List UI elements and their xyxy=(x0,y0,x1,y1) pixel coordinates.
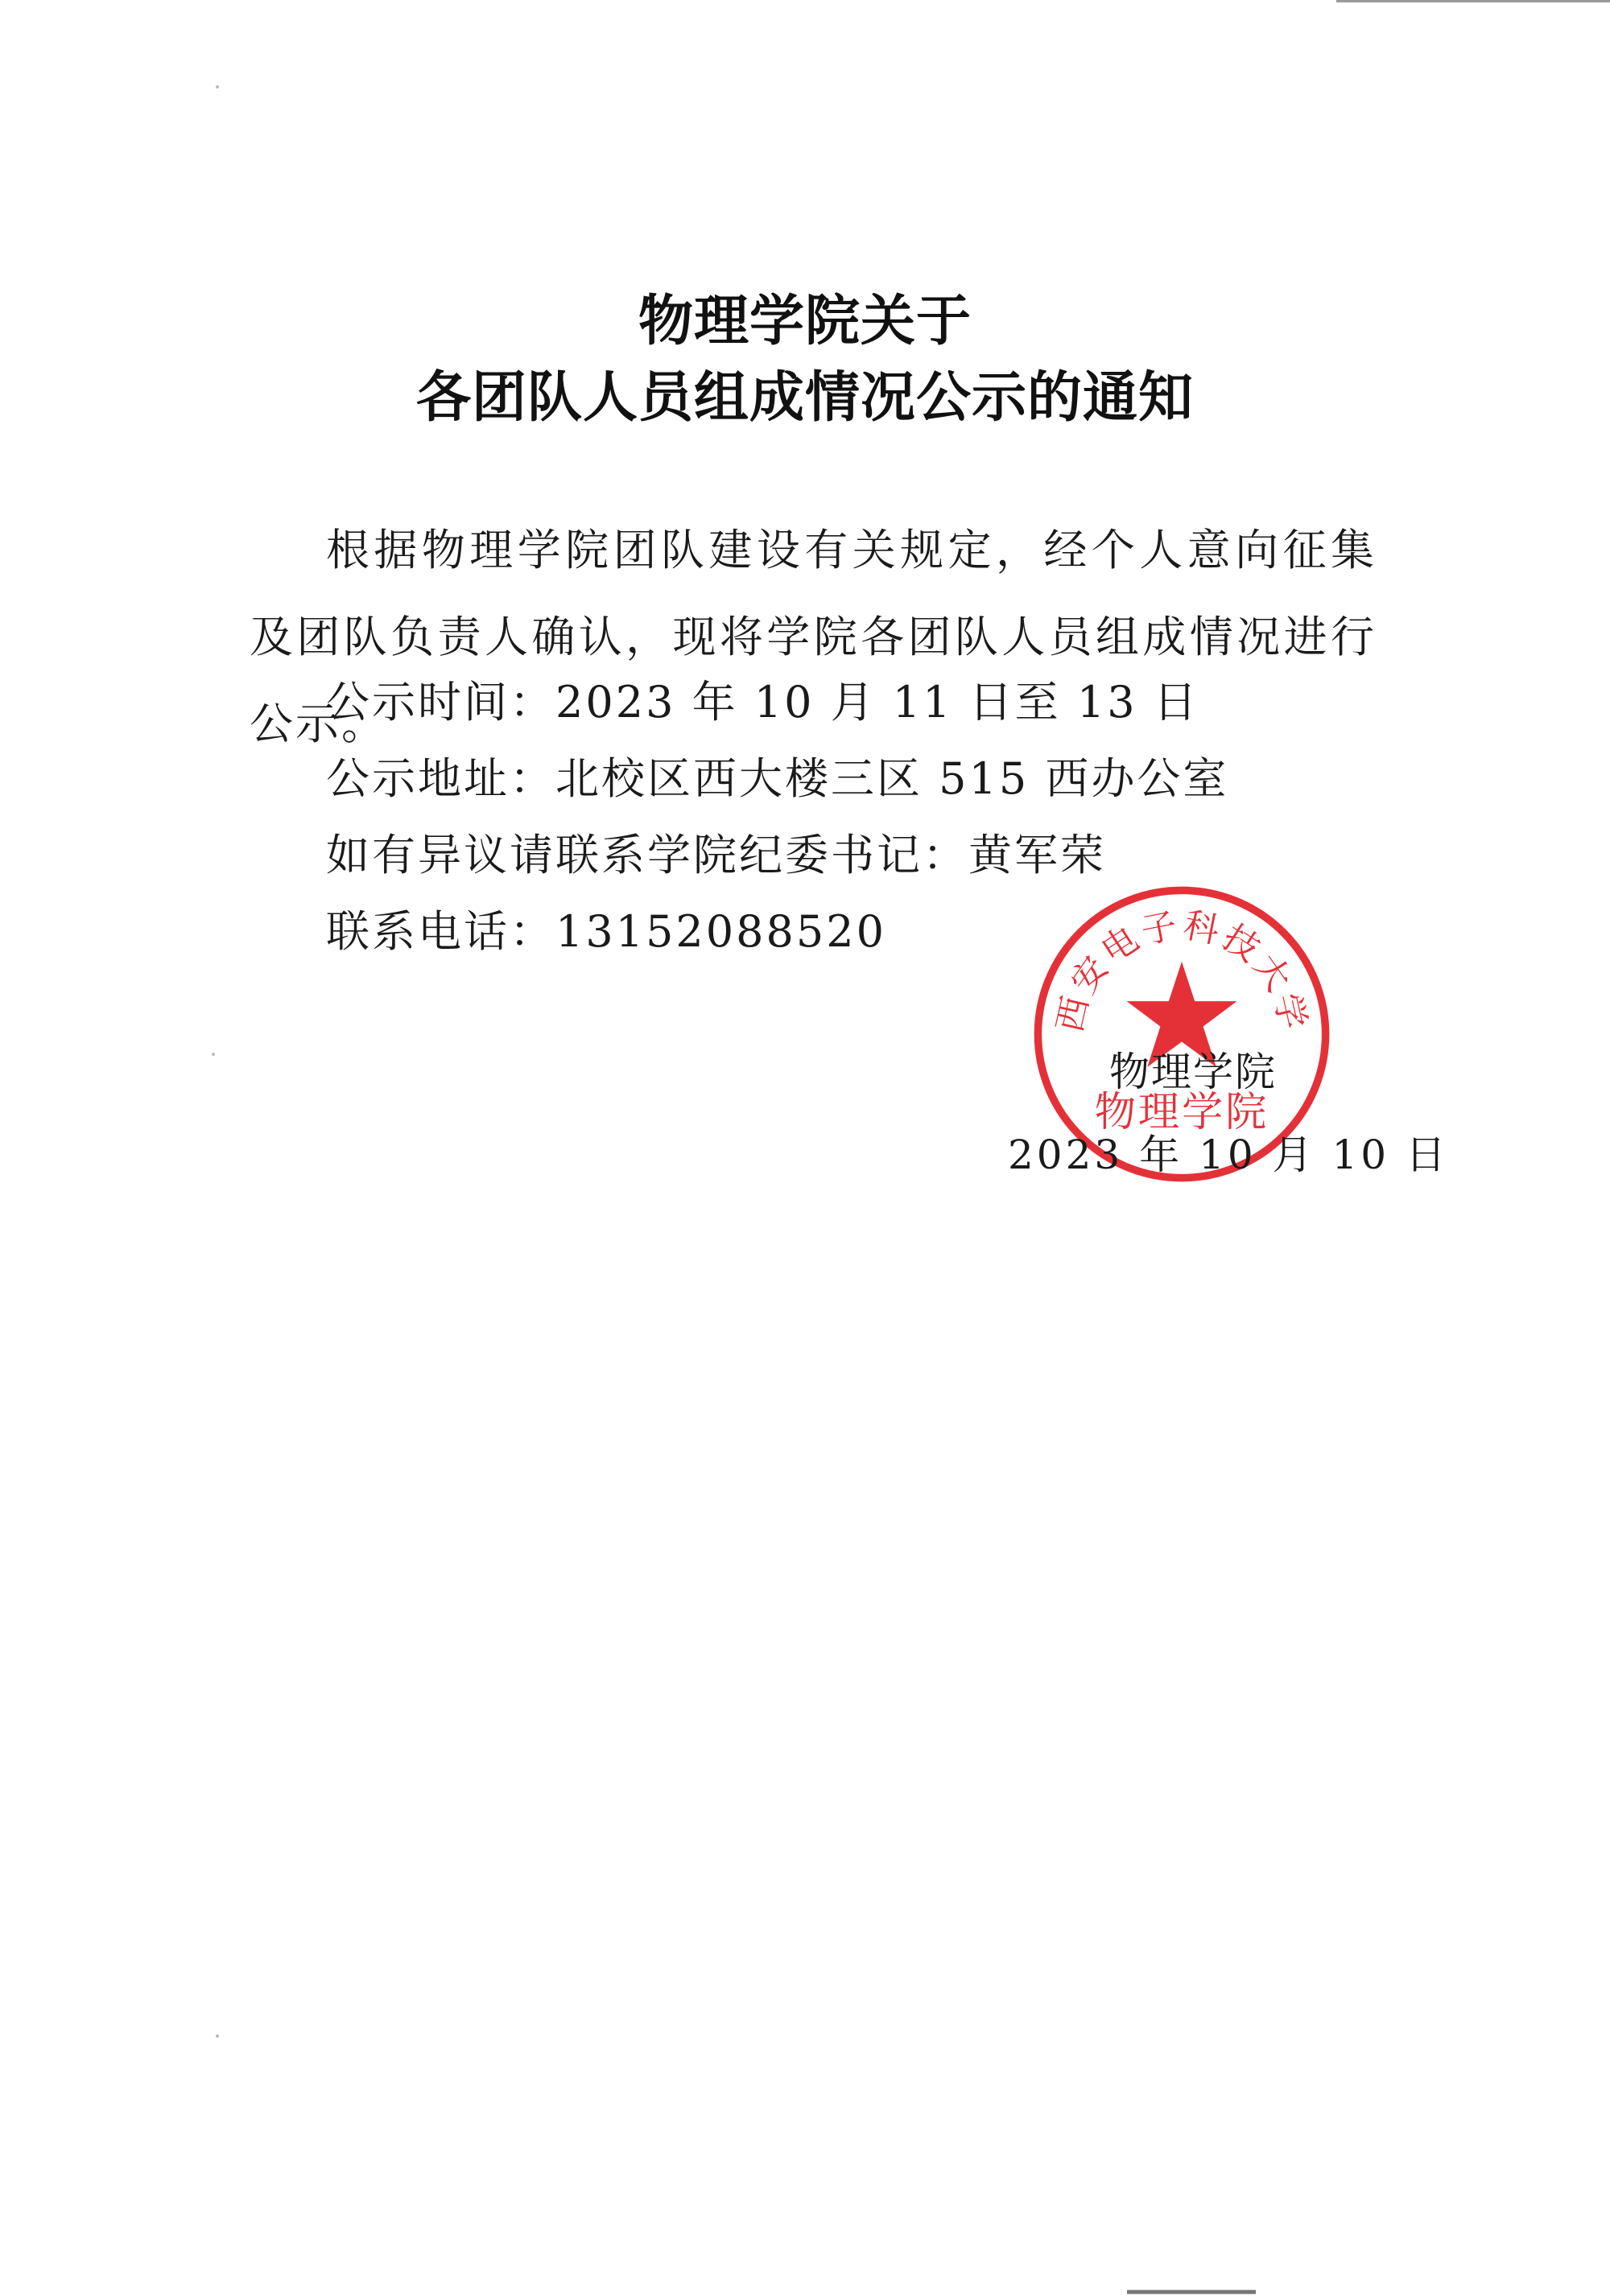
objection-contact: 如有异议请联系学院纪委书记：黄军荣 xyxy=(326,830,1106,880)
contact-phone: 联系电话：13152088520 xyxy=(326,906,886,957)
seal-outer-text: 西安电子科技大学 xyxy=(1049,905,1315,1037)
document-title-line2: 各团队人员组成情况公示的通知 xyxy=(415,365,1194,430)
signature-date: 2023 年 10 月 10 日 xyxy=(1008,1132,1449,1178)
publicity-time: 公示时间：2023 年 10 月 11 日至 13 日 xyxy=(326,677,1199,728)
document-title-line1: 物理学院关于 xyxy=(638,289,972,353)
seal-inner-text: 物理学院 xyxy=(1094,1088,1269,1136)
signature-org: 物理学院 xyxy=(1109,1049,1277,1095)
publicity-address: 公示地址：北校区西大楼三区 515 西办公室 xyxy=(326,753,1229,804)
body-paragraph: 根据物理学院团队建设有关规定，经个人意向征集及团队负责人确认，现将学院各团队人员组成情况进行公示。 xyxy=(250,525,1377,749)
